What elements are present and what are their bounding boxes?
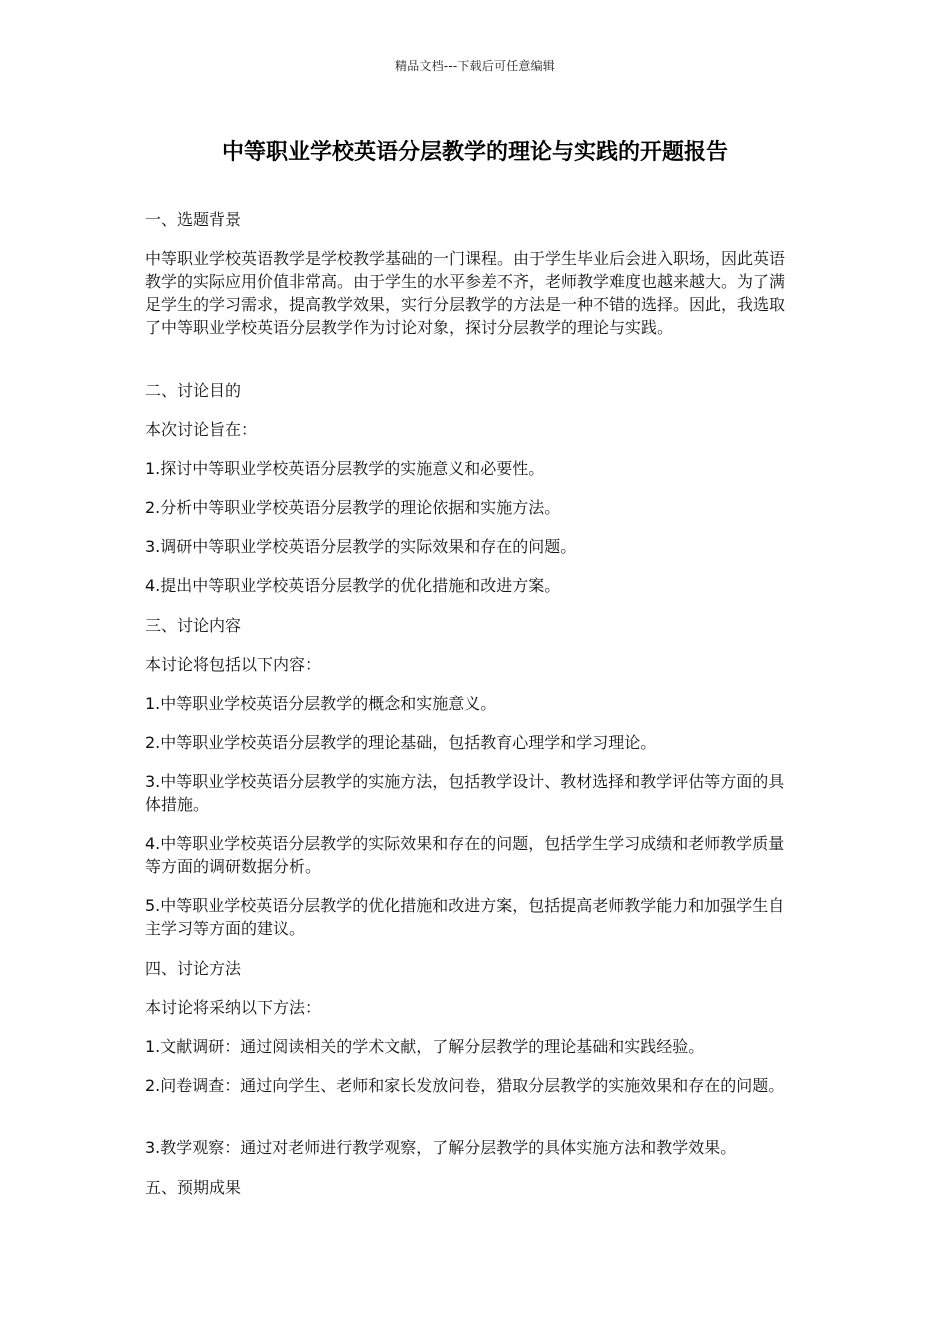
purpose-item: 3.调研中等职业学校英语分层教学的实际效果和存在的问题。: [145, 537, 577, 556]
content-item: 4.中等职业学校英语分层教学的实际效果和存在的问题，包括学生学习成绩和老师教学质量等方面的调研数据分析。: [145, 834, 785, 876]
document-title: 中等职业学校英语分层教学的理论与实践的开题报告: [221, 140, 728, 165]
content-intro: 本讨论将包括以下内容：: [145, 655, 322, 674]
method-item: 1.文献调研：通过阅读相关的学术文献，了解分层教学的理论基础和实践经验。: [145, 1037, 705, 1056]
section-heading-content: 三、讨论内容: [145, 616, 242, 635]
content-item: 3.中等职业学校英语分层教学的实施方法，包括教学设计、教材选择和教学评估等方面的具体措施。: [145, 772, 785, 814]
method-item: 3.教学观察：通过对老师进行教学观察，了解分层教学的具体实施方法和教学效果。: [145, 1138, 737, 1157]
purpose-item: 1.探讨中等职业学校英语分层教学的实施意义和必要性。: [145, 459, 545, 478]
method-intro: 本讨论将采纳以下方法：: [145, 998, 322, 1017]
header-note: 精品文档---下载后可任意编辑: [395, 59, 555, 73]
section-heading-background: 一、选题背景: [145, 210, 242, 229]
purpose-intro: 本次讨论旨在：: [145, 420, 258, 439]
section-heading-outcomes: 五、预期成果: [145, 1178, 242, 1197]
purpose-item: 2.分析中等职业学校英语分层教学的理论依据和实施方法。: [145, 498, 561, 517]
content-item: 2.中等职业学校英语分层教学的理论基础，包括教育心理学和学习理论。: [145, 733, 657, 752]
section-heading-method: 四、讨论方法: [145, 959, 242, 978]
content-item: 1.中等职业学校英语分层教学的概念和实施意义。: [145, 694, 497, 713]
purpose-item: 4.提出中等职业学校英语分层教学的优化措施和改进方案。: [145, 576, 561, 595]
section-heading-purpose: 二、讨论目的: [145, 381, 242, 400]
content-item: 5.中等职业学校英语分层教学的优化措施和改进方案，包括提高老师教学能力和加强学生自主学习等方面的建议。: [145, 896, 785, 938]
method-item: 2.问卷调查：通过向学生、老师和家长发放问卷，猎取分层教学的实施效果和存在的问题。: [145, 1076, 785, 1095]
background-paragraph: 中等职业学校英语教学是学校教学基础的一门课程。由于学生毕业后会进入职场，因此英语教学的实际应用价值非常高。由于学生的水平参差不齐，老师教学难度也越来越大。为了满足学生的学习需求，提高教学效果，实行分层教学的方法是一种不错的选择。因此，我选取了中等职业学校英语分层教学作为讨论对象，探讨分层教学的理论与实践。: [145, 249, 786, 337]
